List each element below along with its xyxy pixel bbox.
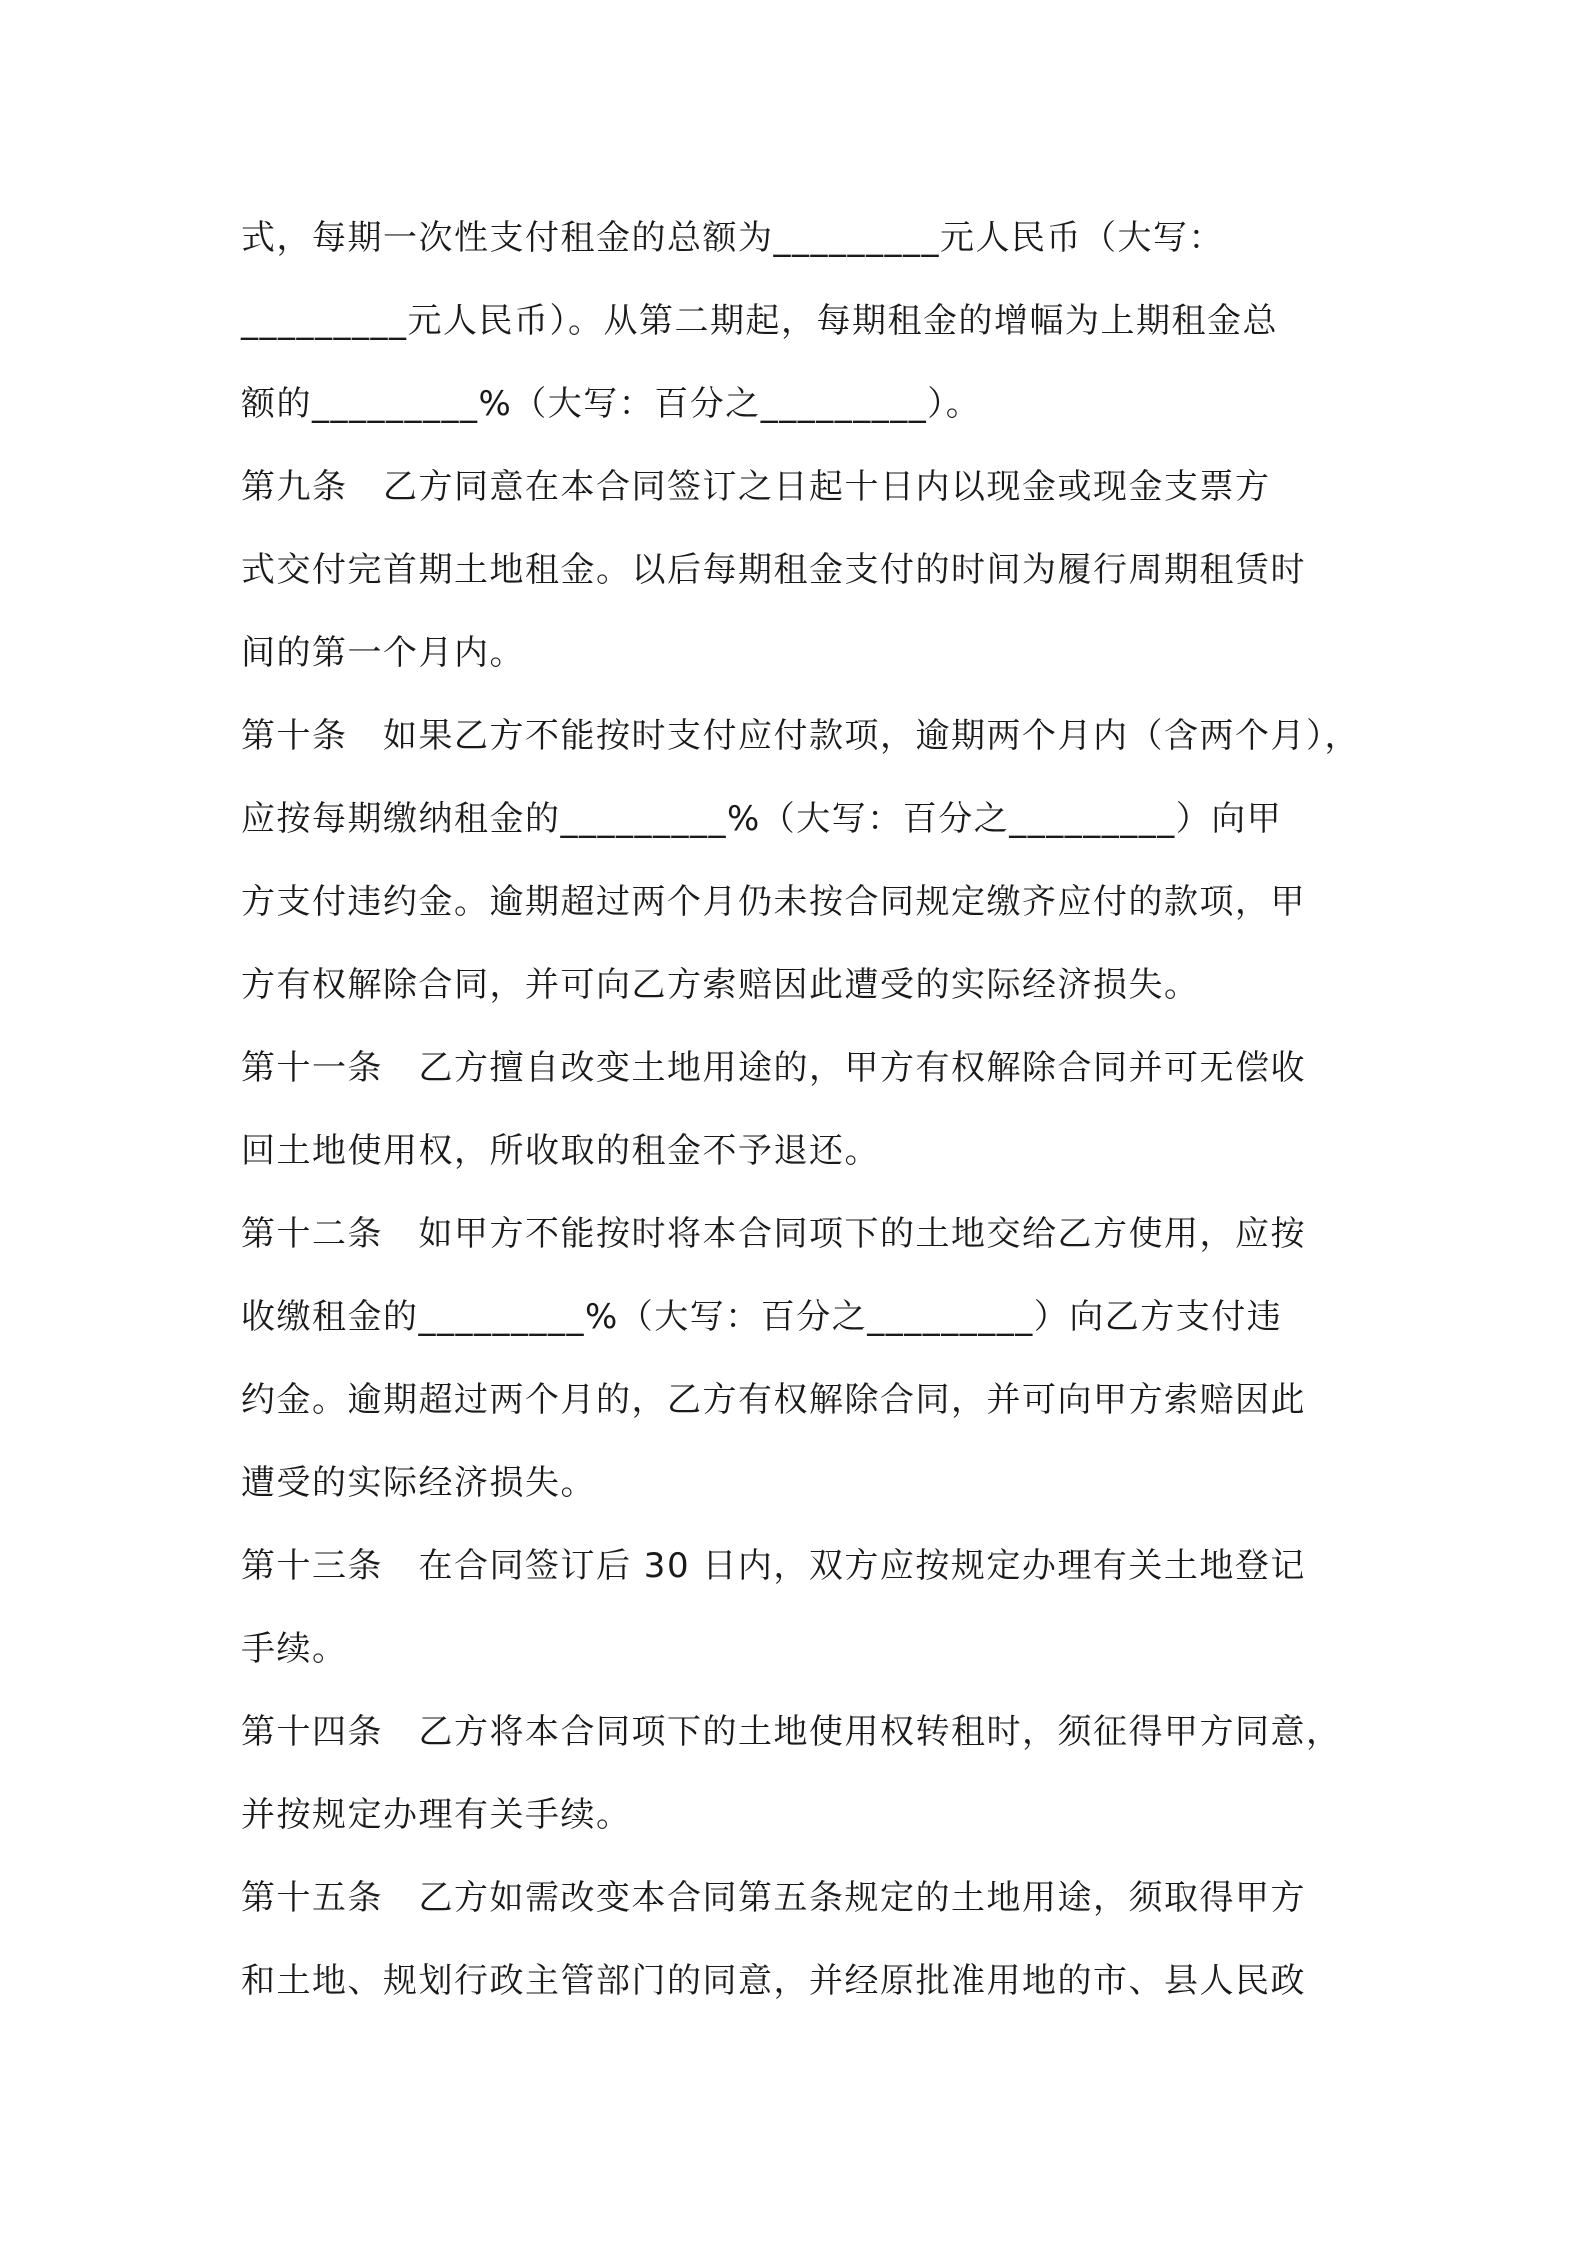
text-line: 方支付违约金。逾期超过两个月仍未按合同规定缴齐应付的款项，甲 [241,882,1306,922]
clause-15-line: 第十五条 乙方如需改变本合同第五条规定的土地用途，须取得甲方 [241,1878,1306,1918]
text-line: 和土地、规划行政主管部门的同意，并经原批准用地的市、县人民政 [241,1961,1306,2001]
clause-11-line: 第十一条 乙方擅自改变土地用途的，甲方有权解除合同并可无偿收 [241,1048,1306,1088]
clause-12-line: 第十二条 如甲方不能按时将本合同项下的土地交给乙方使用，应按 [241,1214,1306,1254]
text-line: 遭受的实际经济损失。 [241,1463,596,1503]
text-line: 式，每期一次性支付租金的总额为_________元人民币（大写： [241,218,1224,258]
clause-13-line: 第十三条 在合同签订后 30 日内，双方应按规定办理有关土地登记 [241,1546,1306,1586]
text-line: _________元人民币）。从第二期起，每期租金的增幅为上期租金总 [241,301,1278,341]
text-line: 约金。逾期超过两个月的，乙方有权解除合同，并可向甲方索赔因此 [241,1380,1306,1420]
text-line: 方有权解除合同，并可向乙方索赔因此遭受的实际经济损失。 [241,965,1200,1005]
text-line: 额的_________%（大写：百分之_________）。 [241,384,982,424]
clause-10-line: 第十条 如果乙方不能按时支付应付款项，逾期两个月内（含两个月）， [241,716,1360,756]
text-line: 应按每期缴纳租金的_________%（大写：百分之_________）向甲 [241,799,1283,839]
text-line: 式交付完首期土地租金。以后每期租金支付的时间为履行周期租赁时 [241,550,1306,590]
text-line: 间的第一个月内。 [241,633,525,673]
text-line: 回土地使用权，所收取的租金不予退还。 [241,1131,880,1171]
clause-14-line: 第十四条 乙方将本合同项下的土地使用权转租时，须征得甲方同意， [241,1712,1342,1752]
clause-9-line: 第九条 乙方同意在本合同签订之日起十日内以现金或现金支票方 [241,467,1271,507]
text-line: 手续。 [241,1629,348,1669]
document-body [241,197,1361,2023]
text-line: 收缴租金的_________%（大写：百分之_________）向乙方支付违 [241,1297,1283,1337]
text-line: 并按规定办理有关手续。 [241,1795,632,1835]
